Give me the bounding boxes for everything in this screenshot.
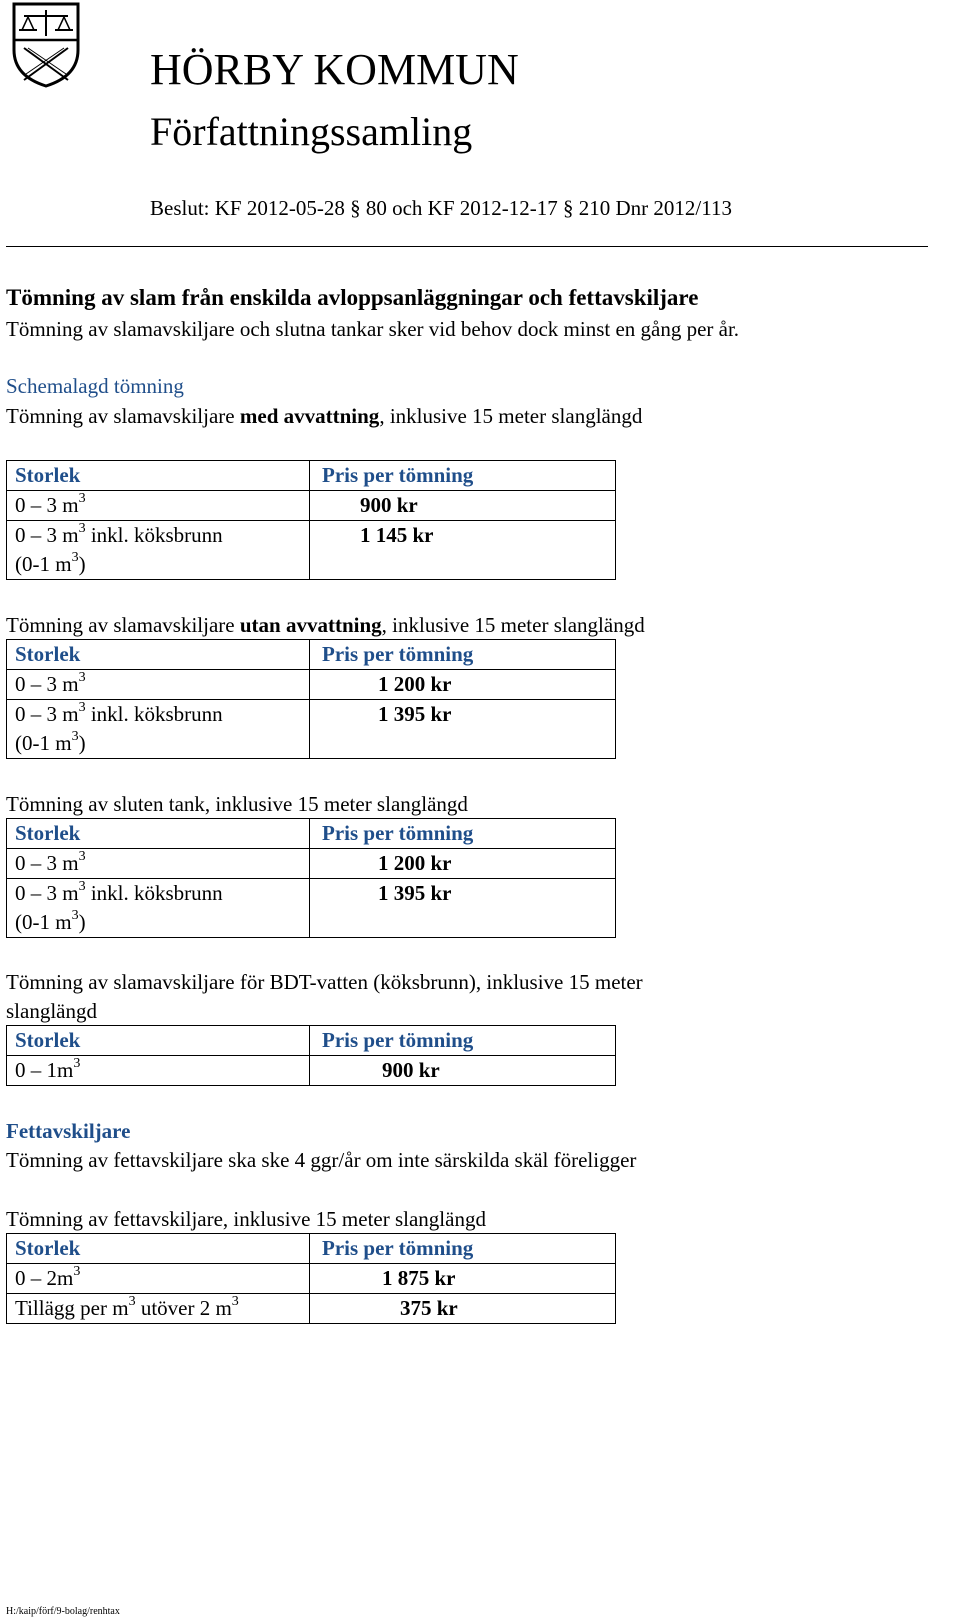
price-cell: 1 200 kr: [310, 849, 616, 879]
price-cell: 1 145 kr: [310, 521, 616, 580]
col-header-size: Storlek: [7, 1026, 310, 1056]
size-cell: 0 – 3 $m^3$ inkl. köksbrunn (0-1 $m^3$): [7, 521, 310, 580]
table-header-row: [7, 819, 616, 849]
size-cell: $0 - 2m^3$: [7, 1264, 310, 1294]
price-cell: 900 kr: [310, 1056, 616, 1086]
col-header-size: Storlek: [7, 461, 310, 491]
table-row: [7, 1056, 616, 1086]
price-table-without-dewatering: [6, 639, 616, 759]
table-row: [7, 879, 616, 938]
municipality-title: HÖRBY KOMMUN: [150, 45, 519, 94]
price-cell: 1 395 kr: [310, 700, 616, 759]
size-cell: 0 – 3 $m^3$: [7, 849, 310, 879]
col-header-price: Pris per tömning: [310, 1234, 616, 1264]
price-cell: 1 395 kr: [310, 879, 616, 938]
table-header-row: [7, 1234, 616, 1264]
col-header-size: Storlek: [7, 819, 310, 849]
table-row: [7, 1264, 616, 1294]
col-header-price: Pris per tömning: [310, 640, 616, 670]
col-header-price: Pris per tömning: [310, 461, 616, 491]
table-row: [7, 849, 616, 879]
price-table-with-dewatering: [6, 460, 616, 580]
table-caption-without-dewatering: Tömning av slamavskiljare utan avvattning, inklusive 15 meter slanglängd: [6, 613, 645, 637]
main-heading: Tömning av slam från enskilda avloppsanläggningar och fettavskiljare: [6, 285, 699, 310]
size-cell: 0 – 3 $m^3$: [7, 670, 310, 700]
table-row: [7, 491, 616, 521]
intro-text: Tömning av slamavskiljare och slutna tankar sker vid behov dock minst en gång per år.: [6, 317, 740, 341]
price-cell: 375 kr: [310, 1294, 616, 1324]
table-caption-bdt-line1: Tömning av slamavskiljare för BDT-vatten (köksbrunn), inklusive 15 meter: [6, 970, 643, 994]
price-cell: 1 875 kr: [310, 1264, 616, 1294]
grease-rule-text: Tömning av fettavskiljare ska ske 4 ggr/år om inte särskilda skäl föreligger: [6, 1148, 637, 1172]
table-header-row: [7, 640, 616, 670]
price-table-bdt: [6, 1025, 616, 1086]
table-header-row: [7, 461, 616, 491]
size-cell: Tillägg per $m^3$ utöver 2 $m^3$: [7, 1294, 310, 1324]
table-row: [7, 1294, 616, 1324]
size-cell: 0 – 3 $m^3$: [7, 491, 310, 521]
col-header-size: Storlek: [7, 1234, 310, 1264]
col-header-price: Pris per tömning: [310, 819, 616, 849]
table-row: [7, 670, 616, 700]
table-caption-bdt-line2: slanglängd: [6, 999, 97, 1023]
schedule-heading: Schemalagd tömning: [6, 374, 184, 398]
table-row: [7, 521, 616, 580]
col-header-size: Storlek: [7, 640, 310, 670]
price-table-grease: [6, 1233, 616, 1324]
table-caption-grease: Tömning av fettavskiljare, inklusive 15 meter slanglängd: [6, 1207, 486, 1231]
price-cell: 900 kr: [310, 491, 616, 521]
grease-heading: Fettavskiljare: [6, 1119, 131, 1143]
table-row: [7, 700, 616, 759]
table-caption-with-dewatering: Tömning av slamavskiljare med avvattning, inklusive 15 meter slanglängd: [6, 404, 643, 428]
price-cell: 1 200 kr: [310, 670, 616, 700]
municipal-coat-of-arms-logo: [10, 0, 82, 88]
decision-reference: Beslut: KF 2012-05-28 § 80 och KF 2012-12-17 § 210 Dnr 2012/113: [150, 196, 732, 220]
collection-subtitle: Författningssamling: [150, 109, 473, 154]
size-cell: $0 - 1m^3$: [7, 1056, 310, 1086]
size-cell: 0 – 3 $m^3$ inkl. köksbrunn (0-1 $m^3$): [7, 879, 310, 938]
price-table-closed-tank: [6, 818, 616, 938]
table-header-row: [7, 1026, 616, 1056]
table-caption-closed-tank: Tömning av sluten tank, inklusive 15 meter slanglängd: [6, 792, 468, 816]
header-divider: [6, 246, 928, 247]
file-path-footer: H:/kaip/förf/9-bolag/renhtax: [6, 1606, 120, 1617]
size-cell: 0 – 3 $m^3$ inkl. köksbrunn (0-1 $m^3$): [7, 700, 310, 759]
col-header-price: Pris per tömning: [310, 1026, 616, 1056]
